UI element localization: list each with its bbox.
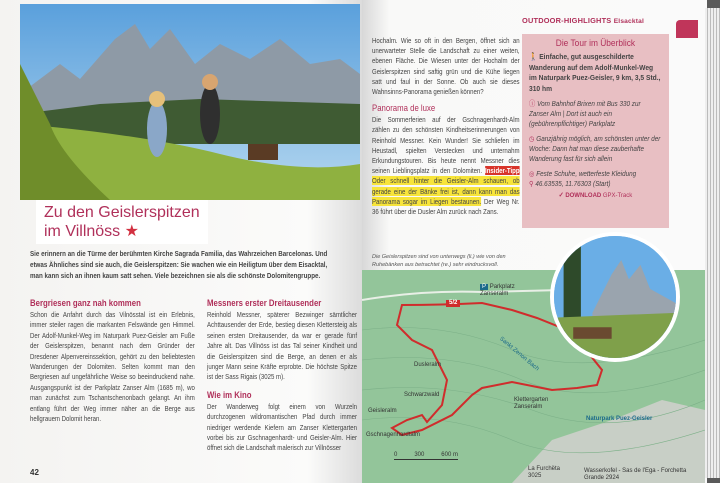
paragraph-text: Die Sommerferien auf der Gschnagenhardt-Alm zählen zu den schönsten Kindheitserinnerungen von Reinhold Messner. Kein Wunder! Sie schliefen im Heustadl, spielten Verstecken und unternahm Erkundungstouren. Bis heute nennt Messner dies seinen Lieblingsplatz in den Dolomiten. <box>372 115 520 176</box>
hikers-mountain-photo <box>20 4 360 200</box>
geisler-alm-photo <box>550 232 680 362</box>
scale-tick: 300 <box>414 452 425 458</box>
map-label-peak-wasserkofel: Wasserkofel - Sas de l'Ega - Forchetta Grande 2924 <box>584 468 687 481</box>
info-icon: ⓘ <box>529 99 536 108</box>
clock-icon: ◷ <box>529 134 535 143</box>
page-number: 42 <box>30 468 39 477</box>
map-label-gschnagenhardt: Gschnagenhardtalm <box>366 432 421 438</box>
paragraph-text: Der Weg Nr. 36 führt über die Dusler Alm zurück nach Zans. <box>372 196 520 217</box>
location-pin-icon: ⚲ <box>529 179 534 188</box>
section-text: Der Wanderweg folgt einem von Wurzeln durchzogenen wildromantischen Pfad durch immer niedriger werdende Kiefern am Zanser Klettergarten vorbei bis zur Gschnagenhardt- und Geisler-Alm. Hier öffnet sich die Landschaft malerisch zur Villnösser <box>207 401 358 453</box>
photo-caption: Die Geislerspitzen sind von unterwegs (li.) wie von den Ruhebänken aus betrachtet (re.) sehr eindrucksvoll. <box>372 254 506 268</box>
scale-tick: 0 <box>394 452 398 458</box>
map-label-klettergarten: Klettergarten Zanseralm <box>514 397 549 410</box>
page-edges <box>705 8 720 478</box>
coords-text: 46.63535, 11.76303 (Start) <box>535 179 611 188</box>
right-text-column <box>372 36 520 217</box>
gear-info <box>529 169 662 189</box>
insider-tip-label: Insider-Tipp <box>485 166 520 176</box>
header-section: OUTDOOR-HIGHLIGHTS <box>522 16 612 25</box>
gear-text: Feste Schuhe, wetterfeste Kleidung <box>536 169 637 178</box>
parking-icon: P <box>482 284 487 290</box>
box-content <box>529 39 662 201</box>
section-heading: Wie im Kino <box>207 389 252 401</box>
box-title: Die Tour im Überblick <box>555 38 636 49</box>
section-bergriesen <box>30 298 195 424</box>
map-label-naturpark: Naturpark Puez-Geisler <box>586 416 653 422</box>
section-text: Reinhold Messner, späterer Bezwinger sämtlicher Achttausender der Erde, bestieg diesen Klettersteig als seinen ersten Dreitausender, da war er gerade fünf Jahre alt. Das Villnöss ist das Tal seiner Kindheit und die Geislerspitzen sind die Berge, an denen er als junger Mann seine Kräfte erprobte. Die höchste Spitze ist der Sass Rigais (3025 m). <box>207 310 358 382</box>
insider-tip-text: Oder schnell hinter die Geisler-Alm schauen, ob gerade eine der Bänke frei ist, dann kann man das Panorama sogar im Liegen bestaunen. <box>372 176 520 206</box>
equipment-icon: ◎ <box>529 169 535 178</box>
download-label: DOWNLOAD <box>565 192 602 199</box>
route-badge: 5/2 <box>446 300 460 307</box>
tour-summary <box>529 52 662 94</box>
article-title-box <box>36 200 208 244</box>
map-label-creek: Sankt Zenon Bach <box>498 336 540 373</box>
access-text: Vom Bahnhof Brixen mit Bus 330 zur Zanser Alm | Dort ist auch ein (gebührenpflichtiger) Parkplatz <box>529 99 641 128</box>
map-label-dusleralm: Dusleralm <box>414 362 442 368</box>
chapter-tab <box>676 20 698 38</box>
section-heading: Panorama de luxe <box>372 103 436 115</box>
map-label-peak-furcheta: La Furchëta 3025 <box>528 466 561 479</box>
header-region: Elsacktal <box>613 18 645 25</box>
season-text: Ganzjährig möglich, am schönsten unter der Woche: Dann hat man diese zauberhafte Wanderung fast für sich allein <box>529 134 661 163</box>
intro-text: Sie erinnern an die Türme der berühmten Kirche Sagrada Familia, das Wahrzeichen Barcelonas. Und etwas Ähnliches sind sie auch, die Geislerspitzen: Sie wachen wie ein Heiligtum über dem Eisacktal, man kann sich an ihnen kaum satt sehen. Viele bezeichnen sie als die schönste Dolomitengruppe. <box>30 249 328 280</box>
paragraph: Hochalm. Wie so oft in den Bergen, öffnet sich an unerwarteter Stelle die Landschaft zu einer weiten, ebenen Fläche. Die Wiesen unter der Hochalm der Geislerspitzen sind saftig grün und die Kühe liegen satt und faul in der Sonne. Ob auch sie dieses Wahnsinns-Panorama genießen können? <box>372 36 520 97</box>
season-info <box>529 134 662 164</box>
section-heading: Messners erster Dreitausender <box>207 298 322 309</box>
map-label-geisleralm: Geisleralm <box>368 408 397 414</box>
running-header <box>522 16 644 25</box>
download-file: GPX-Track <box>602 192 633 199</box>
map-scale-bar <box>394 452 458 460</box>
access-info <box>529 99 662 129</box>
article-title <box>44 203 200 241</box>
paragraph <box>372 115 520 217</box>
section-messner <box>207 298 357 454</box>
summary-text: Einfache, gut ausgeschilderte Wanderung auf dem Adolf-Munkel-Weg im Naturpark Puez-Geisler, 9 km, 3,5 Std., 310 hm <box>529 52 661 93</box>
section-heading: Bergriesen ganz nah kommen <box>30 298 141 309</box>
scale-tick: 600 m <box>441 452 458 458</box>
tour-overview-box <box>522 34 669 228</box>
star-icon: ★ <box>124 223 139 240</box>
map-label-schwarzwald: Schwarzwald <box>404 392 440 398</box>
hiker-icon: 🚶 <box>529 52 538 61</box>
section-text: Schon die Anfahrt durch das Vilnösstal ist ein Erlebnis, immer steiler ragen die markanten Felswände gen Himmel. Der Adolf-Munkel-Weg im Naturpark Puez-Geisler am Fuße der Geislerspitzen, benannt nach dem Gründer der Dresdener Alpenvereinssektion, gehört zu den beliebtesten Wanderungen der Dolomiten. Selten kommt man den Bergriesen auf ungefährliche Weise so beeindruckend nahe. Ausgangspunkt ist der Parkplatz Zanser Alm (1685 m), wo man zunächst zum Tschantschenonbach gelangt. An ihm entlang führt der Weg immer näher an die Berge aus hellgrauem Dolomit heran. <box>30 310 195 424</box>
article-title-text: Zu den Geislerspitzen im Villnöss <box>44 204 200 240</box>
parking-label: Parkplatz Zanseralm <box>480 284 515 297</box>
download-icon: ✓ <box>558 192 564 199</box>
map-label-parking <box>480 284 540 298</box>
download-gpx-link[interactable] <box>529 191 662 201</box>
